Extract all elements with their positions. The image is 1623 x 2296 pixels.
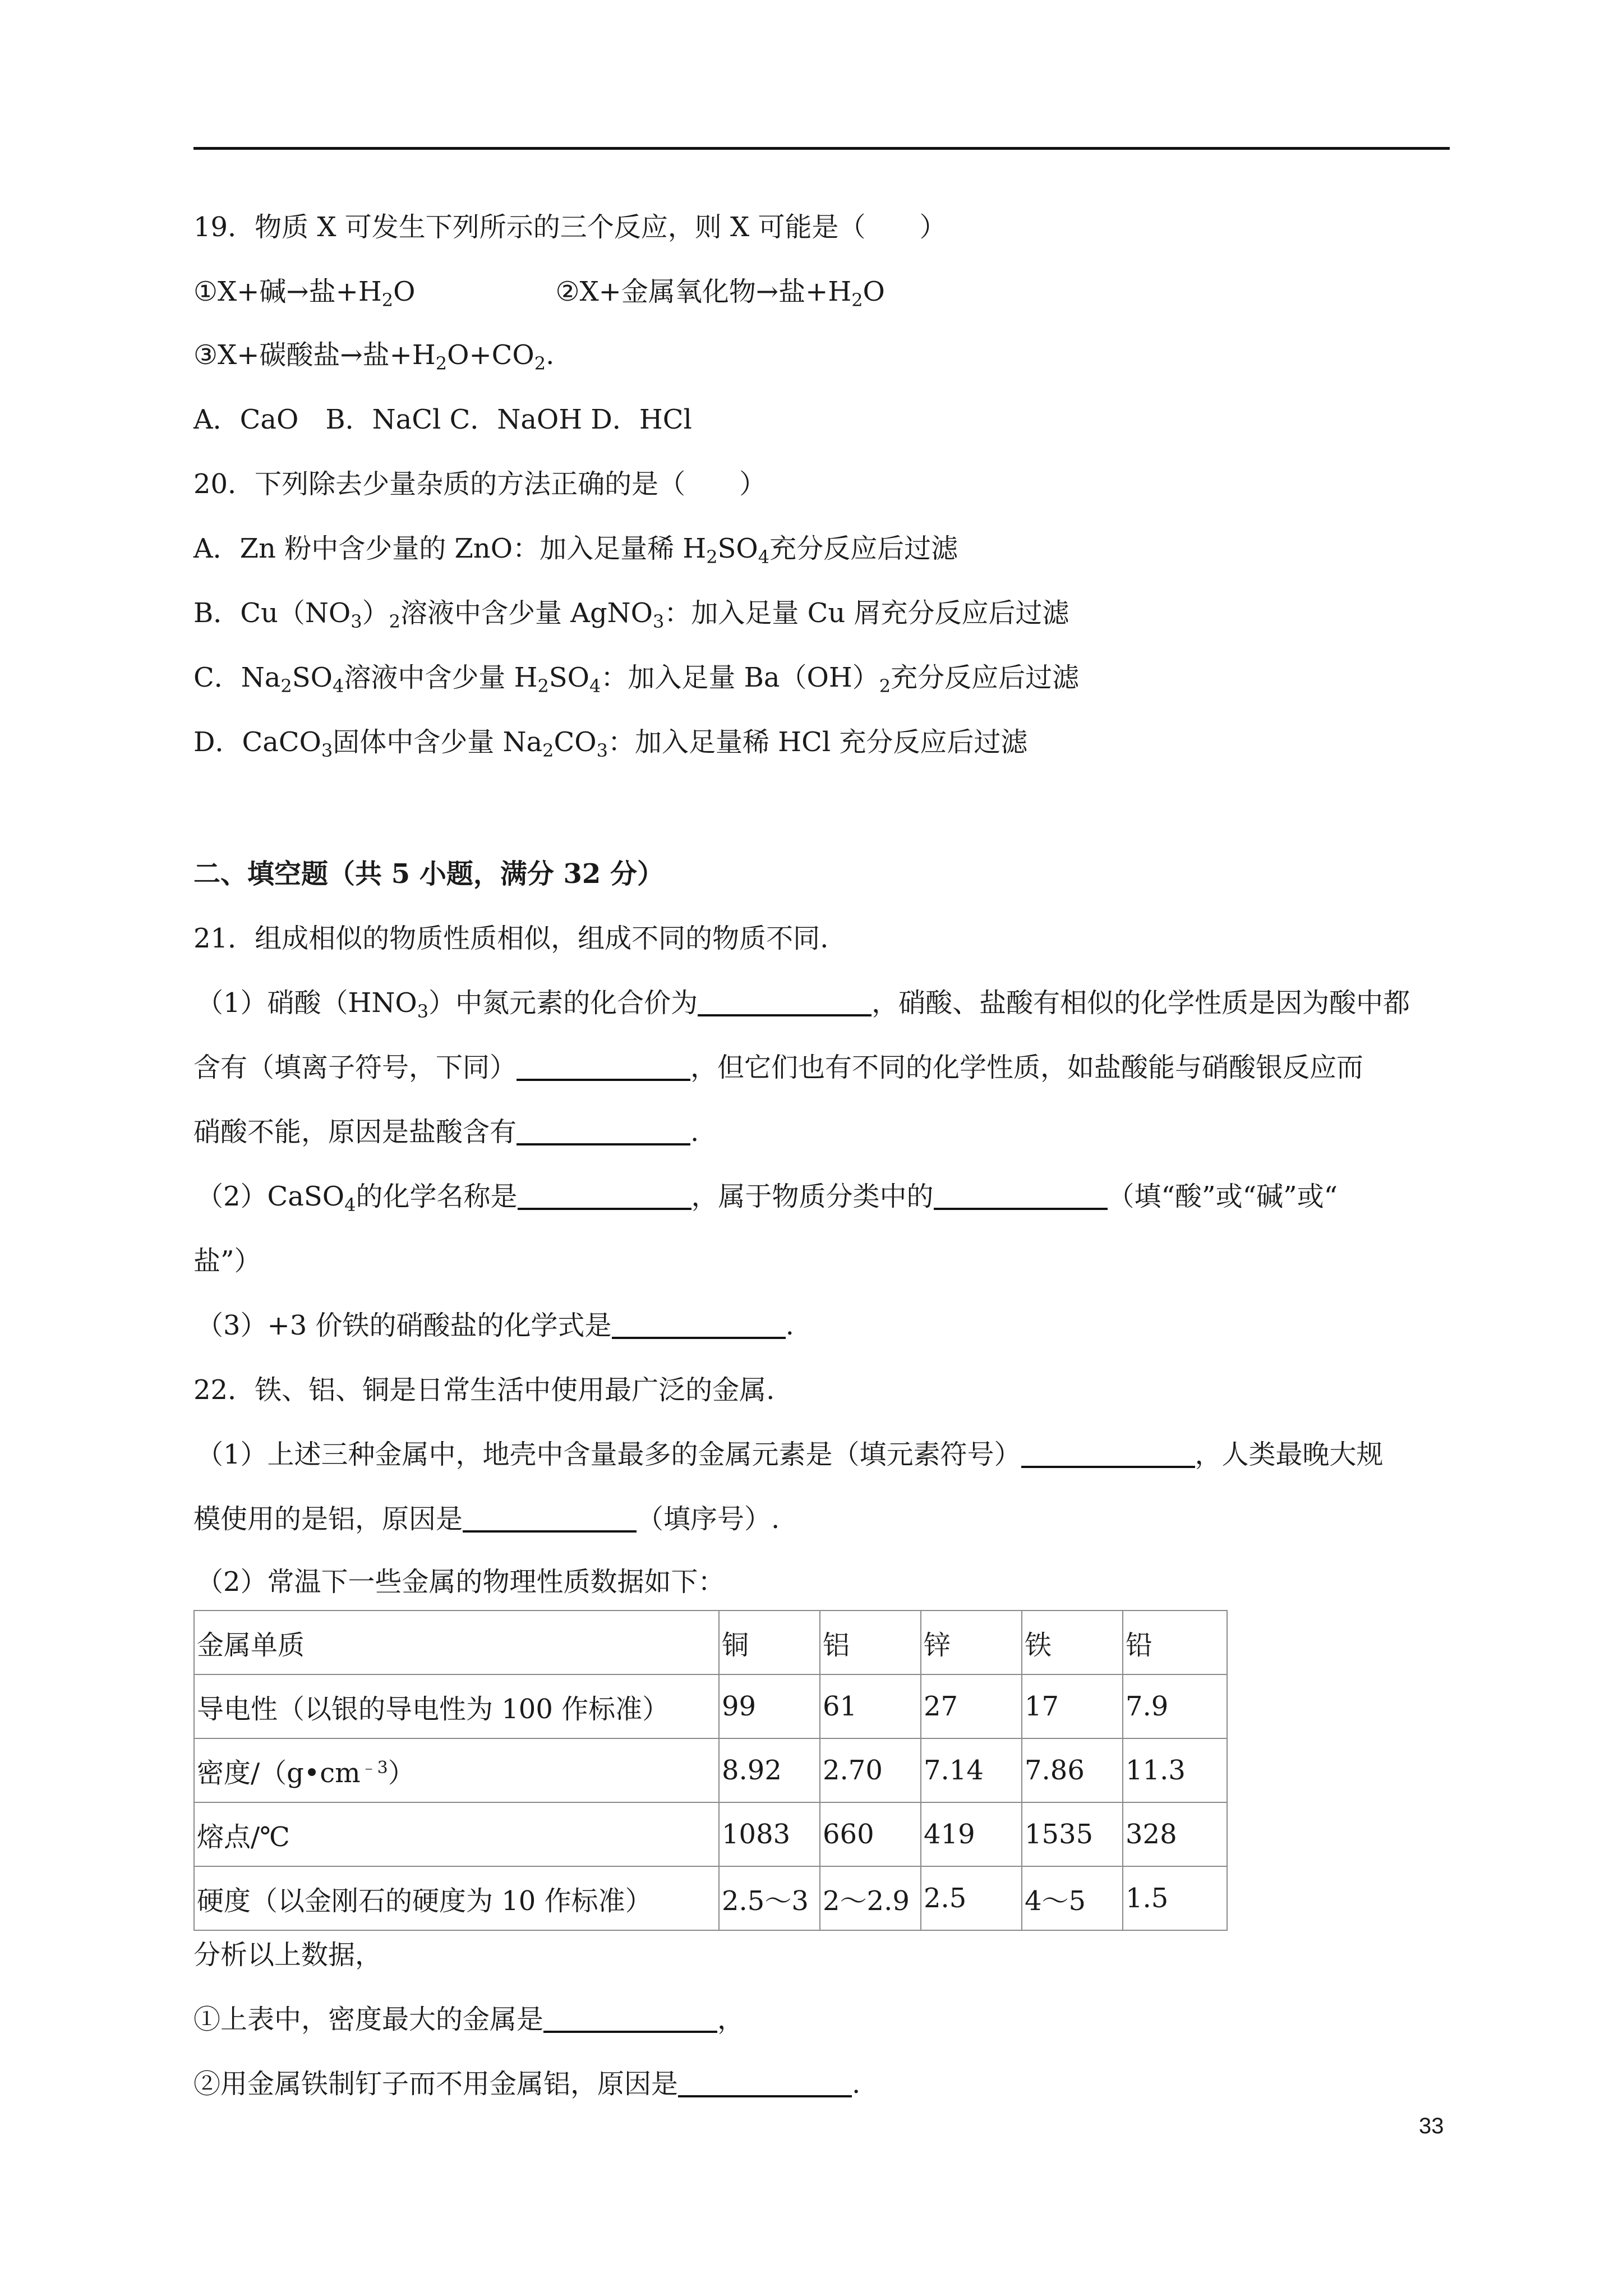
answer-blank[interactable] [678,2070,852,2097]
table-cell: 金属单质 [194,1611,719,1674]
answer-blank[interactable] [934,1183,1108,1210]
table-cell: 铁 [1022,1611,1123,1674]
table-cell: 铝 [820,1611,921,1674]
answer-blank[interactable] [517,1119,690,1145]
table-cell: 导电性（以银的导电性为 100 作标准） [194,1674,719,1738]
table-cell: 2.70 [820,1738,921,1802]
answer-blank[interactable] [543,2006,717,2033]
q20-option-d: D．CaCO$_3$固体中含少量 $Na_2CO_3$：加入足量稀 HCl 充分反应后过滤 [193,726,1028,761]
q21-part3: （3）+3 价铁的硝酸盐的化学式是 . [196,1310,794,1341]
q20-stem: 20．下列除去少量杂质的方法正确的是（ ） [193,468,767,500]
table-row [194,1802,1227,1866]
q21-stem: 21．组成相似的物质性质相似，组成不同的物质不同. [193,923,829,954]
table-cell: 2.5 [921,1866,1022,1930]
table-cell: 99 [719,1674,820,1738]
table-row [194,1674,1227,1738]
table-cell: 锌 [921,1611,1022,1674]
answer-blank[interactable] [518,1183,691,1210]
table-header-row [194,1611,1227,1674]
answer-blank[interactable] [612,1312,786,1339]
table-cell: 11.3 [1123,1738,1227,1802]
table-cell: 硬度（以金刚石的硬度为 10 作标准） [194,1866,719,1930]
table-row [194,1738,1227,1802]
table-cell: 17 [1022,1674,1123,1738]
q20-option-a: A．Zn 粉中含少量的 ZnO：加入足量稀 $H_2SO_4$充分反应后过滤 [193,533,958,568]
table-cell: 61 [820,1674,921,1738]
q22-part2: （2）常温下一些金属的物理性质数据如下： [196,1566,725,1598]
table-cell: 328 [1123,1802,1227,1866]
q21-part1-line2: 含有（填离子符号，下同） ，但它们也有不同的化学性质，如盐酸能与硝酸银反应而 [193,1052,1364,1083]
table-cell: 8.92 [719,1738,820,1802]
q21-part2-line2: 盐”） [193,1245,261,1277]
answer-blank[interactable] [1021,1441,1195,1468]
answer-blank[interactable] [698,990,872,1016]
q22-part1-line1: （1）上述三种金属中，地壳中含量最多的金属元素是（填元素符号） ，人类最晚大规 [196,1439,1384,1470]
answer-blank[interactable] [463,1506,637,1533]
table-cell: 密度$/(g•cm^{﹣3})$ [194,1738,719,1802]
table-cell: 27 [921,1674,1022,1738]
q22-analysis: 分析以上数据， [193,1939,382,1971]
header-rule [193,147,1450,150]
table-cell: 2.5～3 [719,1866,820,1930]
table-cell: 7.9 [1123,1674,1227,1738]
q19-stem: 19．物质 X 可发生下列所示的三个反应，则 X 可能是（ ） [193,211,947,243]
table-cell: 7.86 [1022,1738,1123,1802]
table-cell: 419 [921,1802,1022,1866]
q22-part1-line2: 模使用的是铝，原因是 （填序号）. [193,1503,780,1535]
metal-properties-table [193,1610,1228,1931]
page-number: 33 [1419,2114,1444,2138]
table-cell: 1.5 [1123,1866,1227,1930]
q22-analysis-1: ①上表中，密度最大的金属是 ， [193,2004,745,2035]
q19-reactions-1-2: ①X+碱→盐$+H_2O$ ②X+金属氧化物→盐$+H_2O$ [193,276,885,311]
q21-part1-line3: 硝酸不能，原因是盐酸含有 . [193,1116,699,1148]
q19-reaction-3: ③X+碳酸盐→盐$+H_2O+CO_2$. [193,339,555,374]
answer-blank[interactable] [517,1054,690,1081]
table-cell: 660 [820,1802,921,1866]
q21-part2-line1: （2）CaSO$_4$的化学名称是 ，属于物质分类中的 （填“酸”或“碱”或“ [196,1181,1338,1216]
table-cell: 1083 [719,1802,820,1866]
table-cell: 铅 [1123,1611,1227,1674]
section-title: 二、填空题（共 5 小题，满分 32 分） [193,858,665,890]
q21-part1-line1: （1）硝酸$(HNO_3)$中氮元素的化合价为 ，硝酸、盐酸有相似的化学性质是因为酸中都 [196,987,1410,1022]
q22-stem: 22．铁、铝、铜是日常生活中使用最广泛的金属. [193,1374,775,1406]
table-cell: 4～5 [1022,1866,1123,1930]
table-cell: 铜 [719,1611,820,1674]
table-cell: 7.14 [921,1738,1022,1802]
q20-option-c: C．$Na_2SO_4$溶液中含少量 $H_2SO_4$：加入足量 $Ba(OH)_2$充分反应后过滤 [193,662,1080,697]
table-cell: 熔点/℃ [194,1802,719,1866]
q22-analysis-2: ②用金属铁制钉子而不用金属铝，原因是 . [193,2068,861,2100]
table-cell: 1535 [1022,1802,1123,1866]
q20-option-b: B．$Cu(NO_3)_2$溶液中含少量 AgNO$_3$：加入足量 Cu 屑充分反应后过滤 [193,597,1069,632]
table-cell: 2～2.9 [820,1866,921,1930]
table-row [194,1866,1227,1930]
q19-options: A．CaO B．NaCl C．NaOH D．HCl [193,404,692,435]
